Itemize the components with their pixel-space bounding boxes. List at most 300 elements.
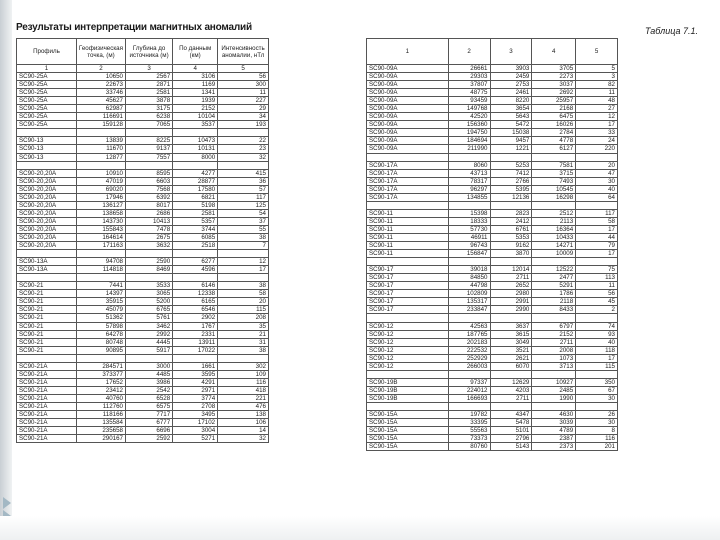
profile-cell: SC90-12 (367, 354, 449, 362)
value-cell (532, 153, 576, 161)
value-cell: 3637 (490, 322, 532, 330)
table-row (367, 73, 618, 81)
table-row (367, 129, 618, 137)
value-cell (448, 201, 490, 209)
column-header: Геофизическая точка, (м) (76, 39, 125, 65)
profile-cell: SC90-17 (367, 282, 449, 290)
value-cell: 2461 (490, 89, 532, 97)
value-cell: 2331 (173, 330, 218, 338)
profile-cell: SC90-17 (367, 274, 449, 282)
value-cell: 3713 (532, 362, 576, 370)
value-cell: 6761 (490, 225, 532, 233)
table-row (17, 89, 269, 97)
value-cell: 3521 (490, 346, 532, 354)
document-title: Результаты интерпретации магнитных аномалий (16, 22, 252, 33)
value-cell: 252929 (448, 354, 490, 362)
value-cell: 115 (576, 362, 618, 370)
profile-cell: SC90-19B (367, 378, 449, 386)
value-cell: 2592 (125, 435, 172, 443)
profile-cell: SC90-17 (367, 298, 449, 306)
table-row (367, 330, 618, 338)
value-cell: 31 (218, 338, 269, 346)
value-cell: 113 (576, 274, 618, 282)
value-cell: 11 (576, 282, 618, 290)
table-row (17, 97, 269, 105)
value-cell: 4445 (125, 338, 172, 346)
value-cell: 6797 (532, 322, 576, 330)
value-cell: 4630 (532, 411, 576, 419)
value-cell: 33 (576, 129, 618, 137)
table-row (367, 233, 618, 241)
profile-cell: SC90-09A (367, 81, 449, 89)
value-cell: 2753 (490, 81, 532, 89)
value-cell: 17102 (173, 419, 218, 427)
value-cell: 73373 (448, 435, 490, 443)
value-cell: 10104 (173, 113, 218, 121)
table-row (367, 65, 618, 73)
value-cell: 116 (576, 435, 618, 443)
value-cell (532, 201, 576, 209)
profile-cell: SC90-21A (17, 386, 77, 394)
table-row (367, 81, 618, 89)
value-cell: 18333 (448, 217, 490, 225)
value-cell: 38 (218, 346, 269, 354)
table-row (17, 217, 269, 225)
value-cell: 16364 (532, 225, 576, 233)
value-cell: 2008 (532, 346, 576, 354)
value-cell: 138658 (76, 209, 125, 217)
table-row (17, 209, 269, 217)
value-cell: 17946 (76, 193, 125, 201)
profile-cell: SC90-17 (367, 306, 449, 314)
value-cell: 42563 (448, 322, 490, 330)
value-cell: 29303 (448, 73, 490, 81)
profile-cell: SC90-20,20A (17, 193, 77, 201)
value-cell (76, 274, 125, 282)
value-cell: 14271 (532, 242, 576, 250)
value-cell (448, 314, 490, 322)
profile-cell: SC90-21A (17, 370, 77, 378)
profile-cell: SC90-21A (17, 411, 77, 419)
profile-cell: SC90-13 (17, 137, 77, 145)
profile-cell: SC90-17 (367, 290, 449, 298)
value-cell (576, 314, 618, 322)
value-cell: 143730 (76, 217, 125, 225)
value-cell (173, 250, 218, 258)
value-cell: 8433 (532, 306, 576, 314)
value-cell: 5101 (490, 427, 532, 435)
profile-cell (367, 153, 449, 161)
value-cell: 418 (218, 386, 269, 394)
value-cell: 74 (576, 322, 618, 330)
value-cell: 1786 (532, 290, 576, 298)
table-row (367, 338, 618, 346)
column-number-row (17, 65, 269, 73)
profile-cell: SC90-21 (17, 282, 77, 290)
value-cell (76, 250, 125, 258)
table-row (367, 145, 618, 153)
value-cell: 6603 (125, 177, 172, 185)
value-cell: 10131 (173, 145, 218, 153)
value-cell: 10009 (532, 250, 576, 258)
table-row (17, 161, 269, 169)
value-cell: 106 (218, 419, 269, 427)
value-cell: 9457 (490, 137, 532, 145)
value-cell: 5643 (490, 113, 532, 121)
value-cell: 2567 (125, 73, 172, 81)
value-cell: 1341 (173, 89, 218, 97)
column-number: 5 (218, 65, 269, 73)
value-cell: 7 (218, 242, 269, 250)
value-cell: 40760 (76, 394, 125, 402)
value-cell: 30 (576, 394, 618, 402)
value-cell (490, 201, 532, 209)
profile-cell: SC90-11 (367, 242, 449, 250)
value-cell: 11 (218, 89, 269, 97)
table-row (17, 282, 269, 290)
value-cell (218, 274, 269, 282)
value-cell: 3004 (173, 427, 218, 435)
value-cell: 3595 (173, 370, 218, 378)
value-cell: 17 (218, 266, 269, 274)
table-row (17, 346, 269, 354)
value-cell (532, 258, 576, 266)
value-cell (448, 370, 490, 378)
value-cell: 8225 (125, 137, 172, 145)
value-cell: 1767 (173, 322, 218, 330)
value-cell: 58 (218, 290, 269, 298)
value-cell: 135317 (448, 298, 490, 306)
table-row (17, 250, 269, 258)
value-cell: 14397 (76, 290, 125, 298)
value-cell (532, 402, 576, 410)
value-cell: 6475 (532, 113, 576, 121)
table-row (367, 89, 618, 97)
table-row (367, 209, 618, 217)
value-cell: 227 (218, 97, 269, 105)
value-cell: 10927 (532, 378, 576, 386)
value-cell: 3654 (490, 105, 532, 113)
profile-cell: SC90-25A (17, 113, 77, 121)
value-cell: 222532 (448, 346, 490, 354)
value-cell: 3632 (125, 242, 172, 250)
table-row (17, 427, 269, 435)
table-row (17, 386, 269, 394)
value-cell (576, 201, 618, 209)
column-header: Интенсивность аномалии, нТл (218, 39, 269, 65)
value-cell: 62987 (76, 105, 125, 113)
value-cell: 2477 (532, 274, 576, 282)
value-cell: 138 (218, 411, 269, 419)
table-row (367, 250, 618, 258)
value-cell: 25957 (532, 97, 576, 105)
value-cell: 36 (218, 177, 269, 185)
table-row (367, 306, 618, 314)
value-cell: 57898 (76, 322, 125, 330)
table-row (17, 145, 269, 153)
value-cell (218, 250, 269, 258)
value-cell: 8017 (125, 201, 172, 209)
table-label: Таблица 7.1. (644, 26, 698, 36)
table-row (367, 346, 618, 354)
value-cell: 84850 (448, 274, 490, 282)
table-row (367, 169, 618, 177)
table-row (367, 105, 618, 113)
value-cell: 15038 (490, 129, 532, 137)
table-row (17, 81, 269, 89)
value-cell: 2711 (490, 394, 532, 402)
profile-cell: SC90-19B (367, 394, 449, 402)
table-row (367, 402, 618, 410)
value-cell: 208 (218, 314, 269, 322)
value-cell: 79 (576, 242, 618, 250)
value-cell: 2152 (173, 105, 218, 113)
value-cell (490, 402, 532, 410)
table-row (367, 378, 618, 386)
table-row (17, 314, 269, 322)
value-cell: 10433 (532, 233, 576, 241)
value-cell: 3878 (125, 97, 172, 105)
profile-cell: SC90-11 (367, 217, 449, 225)
value-cell: 6070 (490, 362, 532, 370)
profile-cell: SC90-11 (367, 233, 449, 241)
value-cell: 2992 (125, 330, 172, 338)
value-cell (173, 274, 218, 282)
value-cell: 30 (576, 419, 618, 427)
value-cell: 17 (576, 121, 618, 129)
table-row (367, 153, 618, 161)
table-row (367, 121, 618, 129)
value-cell: 26 (576, 411, 618, 419)
value-cell: 2373 (532, 443, 576, 451)
column-number: 4 (173, 65, 218, 73)
value-cell: 156360 (448, 121, 490, 129)
value-cell: 194750 (448, 129, 490, 137)
profile-cell: SC90-09A (367, 97, 449, 105)
value-cell: 2152 (532, 330, 576, 338)
profile-cell: SC90-21A (17, 419, 77, 427)
value-cell: 30 (576, 177, 618, 185)
profile-cell: SC90-21A (17, 435, 77, 443)
value-cell (76, 354, 125, 362)
value-cell: 3774 (173, 394, 218, 402)
value-cell: 75 (576, 266, 618, 274)
table-row (367, 282, 618, 290)
value-cell: 7441 (76, 282, 125, 290)
table-row (367, 258, 618, 266)
value-cell: 33746 (76, 89, 125, 97)
table-row (367, 354, 618, 362)
value-cell: 4778 (532, 137, 576, 145)
value-cell: 187765 (448, 330, 490, 338)
value-cell (532, 370, 576, 378)
table-row (17, 419, 269, 427)
value-cell (125, 129, 172, 137)
value-cell: 3705 (532, 65, 576, 73)
value-cell: 7412 (490, 169, 532, 177)
value-cell: 8595 (125, 169, 172, 177)
value-cell (125, 274, 172, 282)
profile-cell: SC90-12 (367, 338, 449, 346)
value-cell: 45627 (76, 97, 125, 105)
value-cell: 2118 (532, 298, 576, 306)
value-cell: 12014 (490, 266, 532, 274)
table-row (17, 411, 269, 419)
value-cell: 164614 (76, 233, 125, 241)
value-cell: 23412 (76, 386, 125, 394)
profile-cell: SC90-13A (17, 258, 77, 266)
value-cell: 221 (218, 394, 269, 402)
value-cell: 38 (218, 282, 269, 290)
value-cell (532, 314, 576, 322)
table-row (17, 129, 269, 137)
profile-cell: SC90-25A (17, 105, 77, 113)
value-cell: 6277 (173, 258, 218, 266)
table-row (17, 266, 269, 274)
value-cell: 5253 (490, 161, 532, 169)
value-cell: 19782 (448, 411, 490, 419)
value-cell: 3039 (532, 419, 576, 427)
value-cell: 51362 (76, 314, 125, 322)
column-number: 2 (76, 65, 125, 73)
value-cell (448, 402, 490, 410)
value-cell: 7065 (125, 121, 172, 129)
value-cell: 2 (576, 306, 618, 314)
value-cell: 2708 (173, 402, 218, 410)
value-cell: 6696 (125, 427, 172, 435)
table-row (17, 105, 269, 113)
value-cell (173, 354, 218, 362)
value-cell (125, 161, 172, 169)
value-cell (448, 258, 490, 266)
value-cell: 12522 (532, 266, 576, 274)
value-cell: 2692 (532, 89, 576, 97)
value-cell: 224012 (448, 386, 490, 394)
value-cell: 171163 (76, 242, 125, 250)
table-row (17, 73, 269, 81)
value-cell: 97337 (448, 378, 490, 386)
profile-cell: SC90-09A (367, 65, 449, 73)
value-cell: 14 (218, 427, 269, 435)
value-cell: 17580 (173, 185, 218, 193)
value-cell: 149768 (448, 105, 490, 113)
value-cell: 3049 (490, 338, 532, 346)
value-cell: 2459 (490, 73, 532, 81)
profile-cell: SC90-15A (367, 443, 449, 451)
value-cell: 2412 (490, 217, 532, 225)
bottom-decorative-band (0, 516, 720, 540)
profile-cell (367, 201, 449, 209)
value-cell: 37807 (448, 81, 490, 89)
value-cell: 8220 (490, 97, 532, 105)
value-cell: 45 (576, 298, 618, 306)
value-cell: 80748 (76, 338, 125, 346)
profile-cell: SC90-20,20A (17, 217, 77, 225)
profile-cell: SC90-21 (17, 330, 77, 338)
value-cell: 10473 (173, 137, 218, 145)
value-cell: 4789 (532, 427, 576, 435)
value-cell (576, 153, 618, 161)
value-cell (448, 153, 490, 161)
table-row (367, 185, 618, 193)
table-row (17, 394, 269, 402)
value-cell (76, 161, 125, 169)
profile-cell: SC90-11 (367, 225, 449, 233)
table-row (17, 362, 269, 370)
value-cell: 7478 (125, 225, 172, 233)
table-row (367, 137, 618, 145)
value-cell: 6146 (173, 282, 218, 290)
value-cell: 2990 (490, 306, 532, 314)
table-row (367, 242, 618, 250)
value-cell: 8469 (125, 266, 172, 274)
value-cell: 6238 (125, 113, 172, 121)
table-row (17, 201, 269, 209)
profile-cell: SC90-21 (17, 346, 77, 354)
value-cell (76, 129, 125, 137)
value-cell: 6085 (173, 233, 218, 241)
value-cell: 5353 (490, 233, 532, 241)
value-cell: 21 (218, 330, 269, 338)
table-row (17, 330, 269, 338)
value-cell: 10413 (125, 217, 172, 225)
profile-cell: SC90-15A (367, 419, 449, 427)
value-cell: 415 (218, 169, 269, 177)
value-cell: 48 (576, 97, 618, 105)
table-row (367, 298, 618, 306)
value-cell: 5761 (125, 314, 172, 322)
table-row (367, 314, 618, 322)
value-cell: 5357 (173, 217, 218, 225)
value-cell: 116 (218, 378, 269, 386)
column-number: 4 (532, 39, 576, 65)
value-cell: 2621 (490, 354, 532, 362)
table-row (367, 322, 618, 330)
table-row (367, 161, 618, 169)
value-cell: 29 (218, 105, 269, 113)
value-cell: 96743 (448, 242, 490, 250)
column-number: 3 (490, 39, 532, 65)
value-cell: 3175 (125, 105, 172, 113)
profile-cell: SC90-09A (367, 129, 449, 137)
value-cell: 4596 (173, 266, 218, 274)
value-cell: 114818 (76, 266, 125, 274)
value-cell: 10545 (532, 185, 576, 193)
value-cell: 24 (576, 137, 618, 145)
value-cell: 3744 (173, 225, 218, 233)
value-cell: 118166 (76, 411, 125, 419)
profile-cell: SC90-17A (367, 169, 449, 177)
value-cell (173, 161, 218, 169)
value-cell: 40 (576, 185, 618, 193)
value-cell: 2796 (490, 435, 532, 443)
value-cell: 3615 (490, 330, 532, 338)
profile-cell (17, 354, 77, 362)
value-cell: 302 (218, 362, 269, 370)
value-cell: 373377 (76, 370, 125, 378)
value-cell: 82 (576, 81, 618, 89)
value-cell: 12 (576, 113, 618, 121)
value-cell: 3000 (125, 362, 172, 370)
value-cell: 6165 (173, 298, 218, 306)
value-cell: 17652 (76, 378, 125, 386)
value-cell: 4291 (173, 378, 218, 386)
profile-cell: SC90-21 (17, 290, 77, 298)
value-cell: 17 (576, 225, 618, 233)
value-cell: 125 (218, 201, 269, 209)
value-cell: 5478 (490, 419, 532, 427)
value-cell (490, 153, 532, 161)
